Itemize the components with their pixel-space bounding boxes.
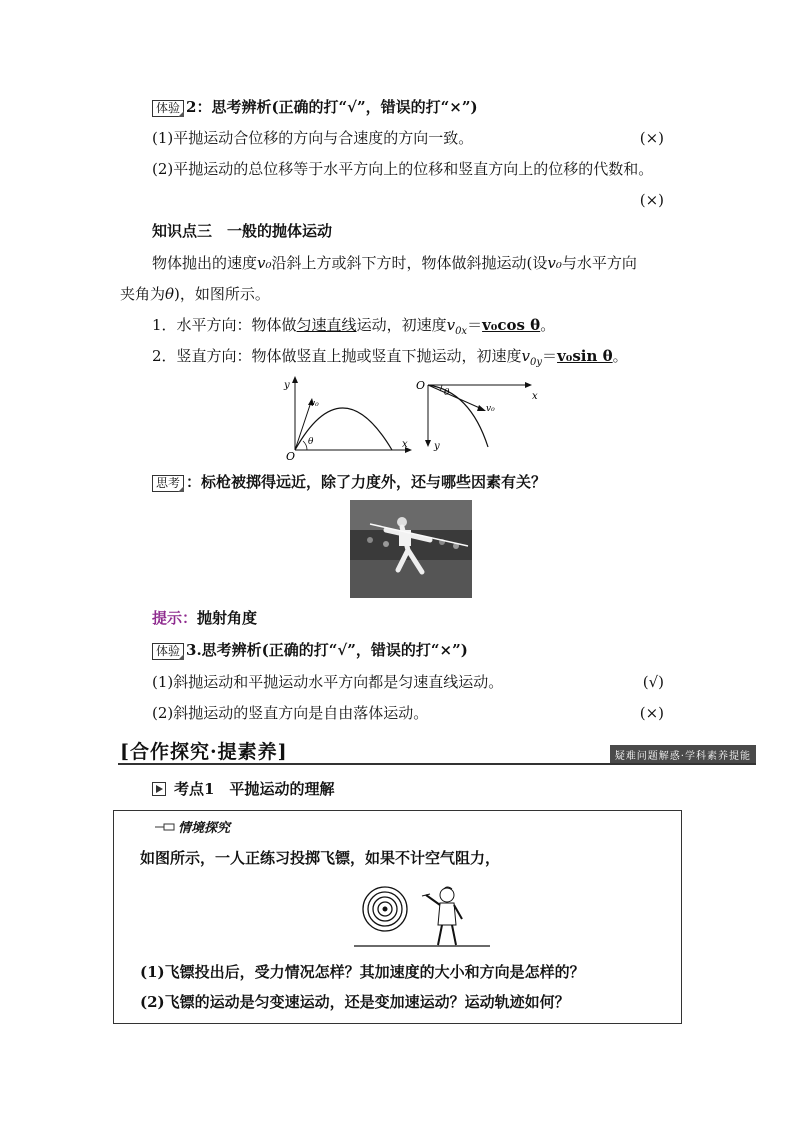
- exp3-q1-mark: (√): [642, 673, 664, 691]
- exp2-q2: (2)平抛运动的总位移等于水平方向上的位移和竖直方向上的位移的代数和。: [152, 160, 654, 178]
- fig1-v0-label: v₀: [310, 399, 319, 409]
- exp2-q2-mark: (×): [639, 191, 664, 209]
- exp3-tag: 体验: [152, 643, 184, 660]
- exp3-q2-mark: (×): [639, 704, 664, 722]
- kp3-paragraph-1: 物体抛出的速度v₀沿斜上方或斜下方时，物体做斜抛运动(设v₀与水平方向: [152, 254, 637, 272]
- section-banner-rule: [118, 763, 756, 765]
- fig2-x-label: x: [532, 391, 538, 402]
- exp2-q1: (1)平抛运动合位移的方向与合速度的方向一致。: [152, 129, 474, 147]
- think-tag: 思考: [152, 475, 184, 492]
- exp3-title: 体验 3.思考辨析(正确的打“√”，错误的打“×”): [152, 640, 468, 660]
- fig1-x-label: x: [402, 439, 408, 450]
- kp3-paragraph-2: 夹角为θ)，如图所示。: [120, 285, 270, 303]
- exp3-q1: (1)斜抛运动和平抛运动水平方向都是匀速直线运动。: [152, 673, 504, 691]
- exp3-q2: (2)斜抛运动的竖直方向是自由落体运动。: [152, 704, 429, 722]
- javelin-thrower-photo: [350, 500, 472, 598]
- fig2-v0-label: v₀: [486, 404, 495, 414]
- dartboard-figure: [352, 875, 492, 951]
- exp2-q1-mark: (×): [639, 129, 664, 147]
- fig1-theta-label: θ: [308, 437, 314, 447]
- play-triangle-icon: [152, 782, 166, 796]
- fig1-origin-label: O: [286, 450, 296, 462]
- scenario-q2: (2)飞镖的运动是匀变速运动，还是变加速运动？运动轨迹如何？: [140, 993, 570, 1011]
- think-question: 思考 ：标枪被掷得远近，除了力度外，还与哪些因素有关？: [152, 472, 546, 492]
- scenario-label: 情境探究: [154, 817, 230, 836]
- kp3-item-1: 1．水平方向：物体做匀速直线运动，初速度$v_{0x}=v_0\cos$ θ。: [152, 316, 556, 337]
- think-hint: 提示：抛射角度: [152, 609, 258, 627]
- fig1-y-label: y: [284, 380, 290, 391]
- fig2-y-label: y: [434, 441, 440, 452]
- downward-projectile-figure: [410, 377, 545, 457]
- section-banner-title: [合作探究·提素养]: [120, 741, 288, 763]
- oblique-projectile-figure: [280, 372, 420, 462]
- point1-title: 考点1 平抛运动的理解: [152, 779, 334, 799]
- pointing-hand-icon: [154, 821, 176, 833]
- scenario-q1: (1)飞镖投出后，受力情况怎样？其加速度的大小和方向是怎样的？: [140, 963, 585, 981]
- kp3-item-2: 2．竖直方向：物体做竖直上抛或竖直下抛运动，初速度$v_{0y}=v_0\sin$ θ。: [152, 347, 628, 368]
- fig2-theta-label: θ: [444, 388, 450, 398]
- kp3-heading: 知识点三 一般的抛体运动: [152, 222, 333, 240]
- exp2-title: 体验 2：思考辨析(正确的打“√”，错误的打“×”): [152, 97, 478, 117]
- exp2-tag: 体验: [152, 100, 184, 117]
- scenario-intro: 如图所示，一人正练习投掷飞镖，如果不计空气阻力，: [140, 849, 501, 867]
- fig2-origin-label: O: [416, 379, 426, 392]
- scenario-box: [113, 810, 682, 1024]
- section-banner-tag: 疑难问题解惑·学科素养提能: [610, 745, 756, 764]
